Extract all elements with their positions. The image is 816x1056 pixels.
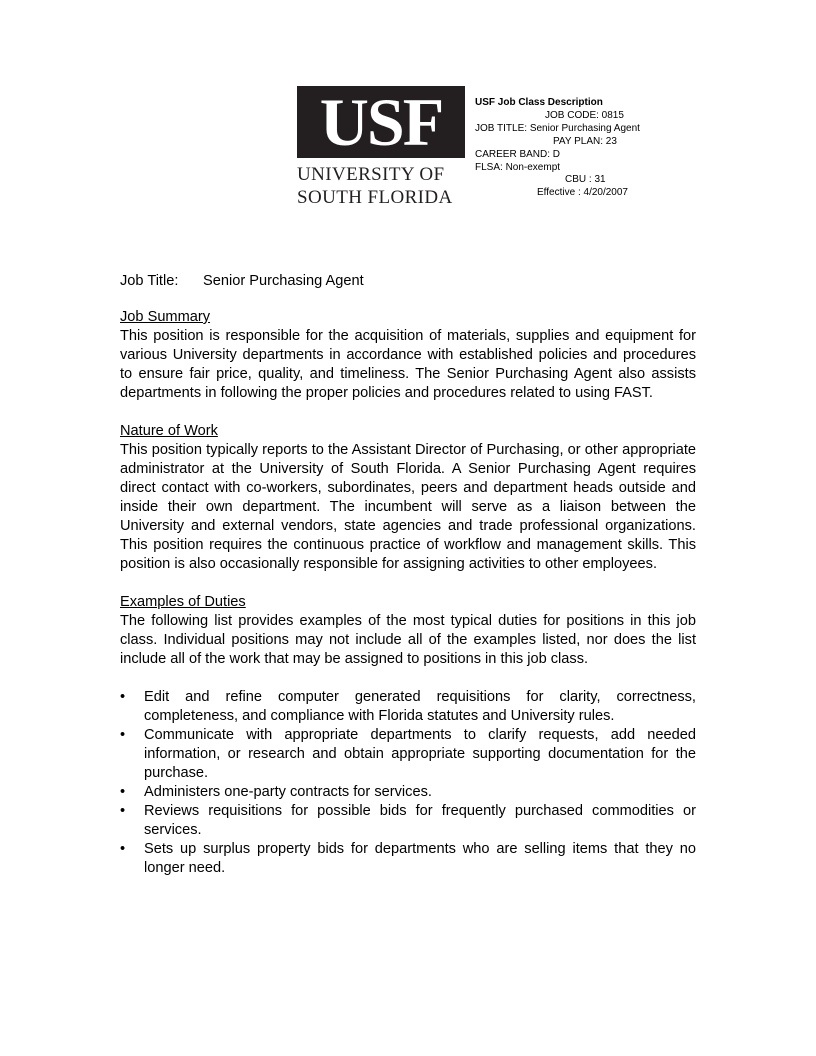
duty-text: Reviews requisitions for possible bids for frequently purchased commodities or services.	[144, 803, 696, 838]
logo-text-line2: SOUTH FLORIDA	[297, 187, 453, 208]
duties-list	[120, 688, 696, 878]
duty-item	[120, 802, 696, 840]
header-pay-plan: PAY PLAN: 23	[553, 135, 617, 147]
header-job-code: JOB CODE: 0815	[545, 109, 624, 121]
header-flsa: FLSA: Non-exempt	[475, 161, 561, 173]
header-effective: Effective : 4/20/2007	[537, 187, 628, 199]
nature-of-work-text: This position typically reports to the Assistant Director of Purchasing, or other appropriate administrator at the University of South Florida. A Senior Purchasing Agent requires direct contact with co-workers, subordinates, peers and department heads outside and inside their own department. The incumbent will serve as a liaison between the University and external vendors, state agencies and trade professional organizations. This position requires the continuous practice of workflow and management skills. This position is also occasionally responsible for assigning activities to other employees.	[120, 442, 696, 572]
bullet-icon: •	[120, 784, 126, 800]
job-summary-heading: Job Summary	[120, 309, 211, 325]
header-cbu: CBU : 31	[565, 174, 606, 186]
bullet-icon: •	[120, 727, 126, 743]
header-job-title: JOB TITLE: Senior Purchasing Agent	[475, 122, 640, 134]
logo-mark: USF	[297, 86, 465, 158]
duty-item	[120, 783, 696, 802]
duty-item	[120, 726, 696, 783]
duty-text: Sets up surplus property bids for departments who are selling items that they no longer need.	[144, 841, 696, 876]
document-body	[120, 272, 696, 878]
duty-text: Communicate with appropriate departments to clarify requests, add needed information, or research and obtain appropriate supporting documentation for the purchase.	[144, 727, 696, 781]
header-title: USF Job Class Description	[475, 97, 603, 108]
job-title-value: Senior Purchasing Agent	[203, 273, 364, 289]
duty-text: Administers one-party contracts for services.	[144, 784, 432, 800]
job-class-header	[475, 97, 675, 200]
duty-text: Edit and refine computer generated requisitions for clarity, correctness, completeness, and compliance with Florida statutes and University rules.	[144, 689, 696, 724]
usf-logo	[297, 86, 467, 210]
job-title-line	[120, 272, 696, 291]
bullet-icon: •	[120, 689, 126, 705]
examples-of-duties-heading: Examples of Duties	[120, 594, 246, 610]
header-career-band: CAREER BAND: D	[475, 148, 561, 160]
job-summary-text: This position is responsible for the acquisition of materials, supplies and equipment for various University departments in accordance with established policies and procedures to ensure fair price, quality, and timeliness. The Senior Purchasing Agent also assists departments in following the proper policies and procedures related to using FAST.	[120, 328, 696, 401]
bullet-icon: •	[120, 803, 126, 819]
duty-item	[120, 688, 696, 726]
duty-item	[120, 840, 696, 878]
bullet-icon: •	[120, 841, 126, 857]
job-title-label: Job Title:	[120, 273, 179, 289]
duties-intro-text: The following list provides examples of the most typical duties for positions in this job class. Individual positions may not include all of the examples listed, nor does the list include all of the work that may be assigned to positions in this job class.	[120, 613, 696, 667]
logo-text-line1: UNIVERSITY OF	[297, 164, 445, 185]
nature-of-work-heading: Nature of Work	[120, 423, 218, 439]
